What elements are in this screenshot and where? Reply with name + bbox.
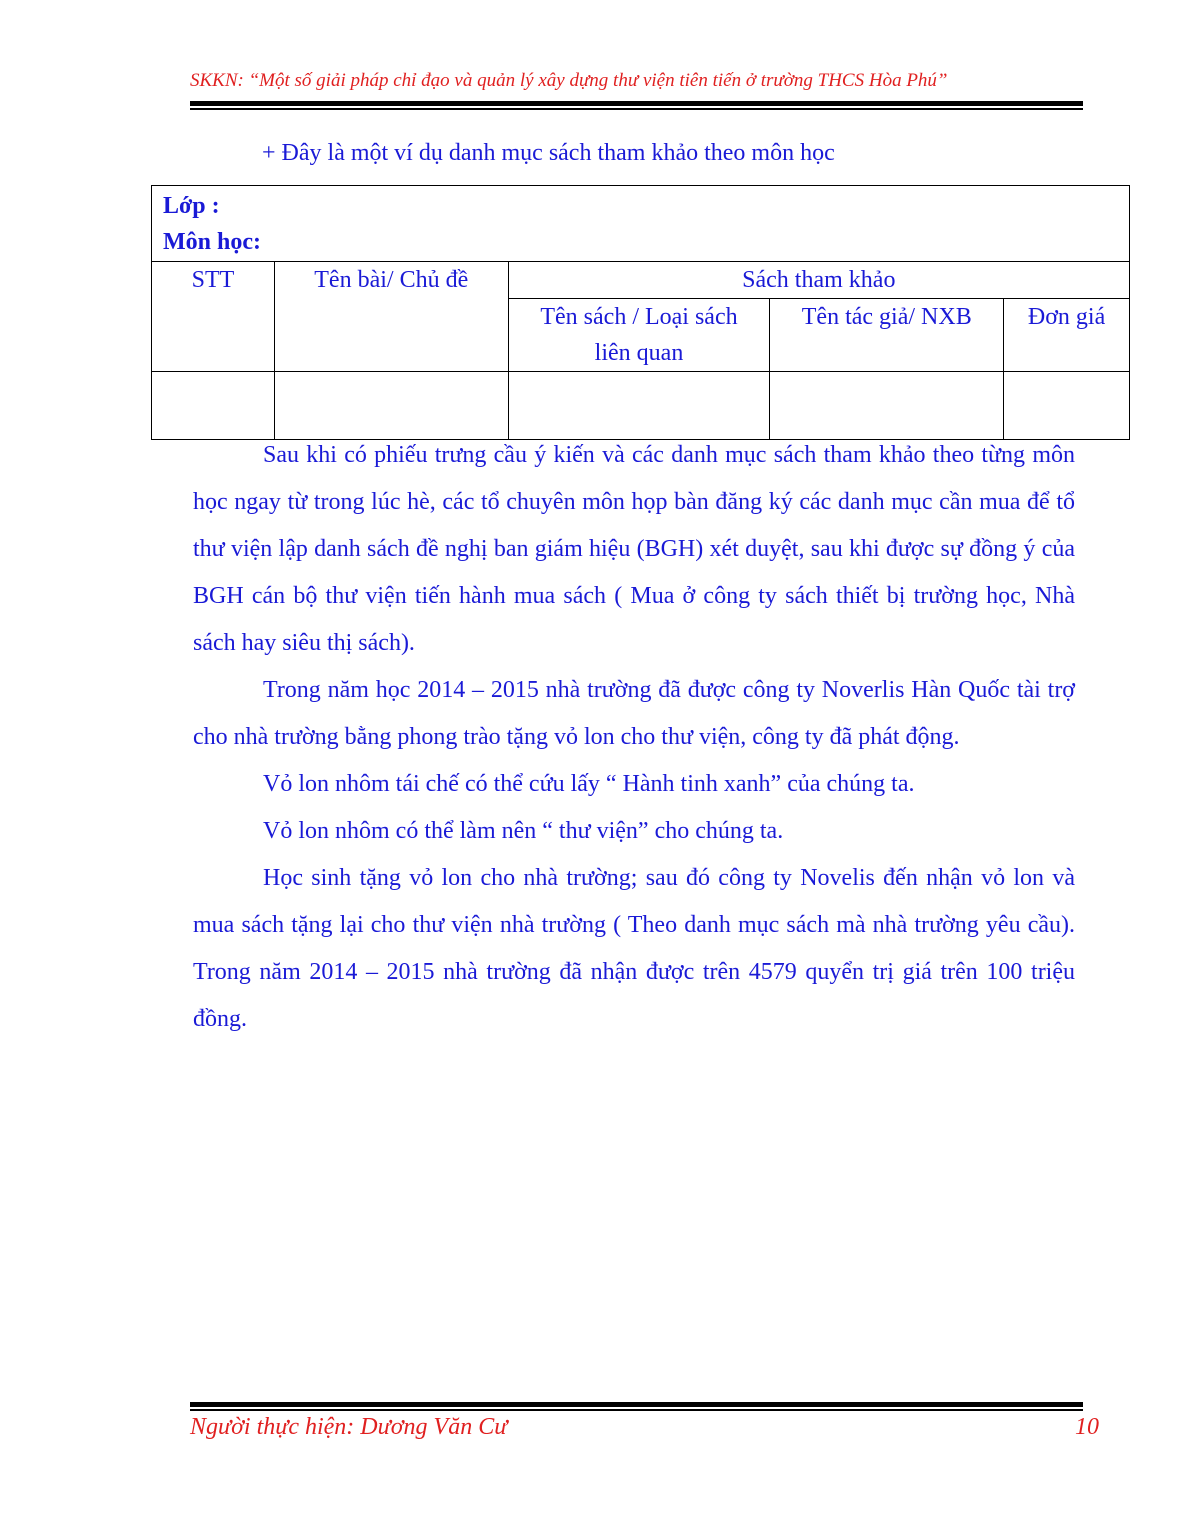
footer-rule-thick xyxy=(190,1402,1083,1407)
col-topic-header: Tên bài/ Chủ đề xyxy=(274,262,508,372)
class-label: Lớp : xyxy=(163,193,220,219)
paragraph: Vỏ lon nhôm có thể làm nên “ thư viện” cho chúng ta. xyxy=(263,818,784,844)
table-meta-row xyxy=(152,186,1130,262)
paragraph: Học sinh tặng vỏ lon cho nhà trường; sau đó công ty Novelis đến nhận vỏ lon và mua sách tặng lại cho thư viện nhà trường ( Theo danh mục sách mà nhà trường yêu cầu). Trong năm 2014 – 2015 nhà trường đã nhận được trên 4579 quyển trị giá trên 100 triệu đồng. xyxy=(193,865,1075,1032)
header-rule-thin xyxy=(190,108,1083,110)
table-header-row xyxy=(152,262,1130,299)
reference-books-table xyxy=(151,185,1130,440)
col-price-header: Đơn giá xyxy=(1004,299,1130,372)
table-cell xyxy=(508,372,770,440)
col-author-header: Tên tác giả/ NXB xyxy=(770,299,1004,372)
table-cell xyxy=(274,372,508,440)
header-rule-thick xyxy=(190,101,1083,106)
table-cell xyxy=(152,372,275,440)
table-cell xyxy=(1004,372,1130,440)
table-row xyxy=(152,372,1130,440)
table-meta-cell xyxy=(152,186,1130,262)
paragraph: Sau khi có phiếu trưng cầu ý kiến và các danh mục sách tham khảo theo từng môn học ngay từ trong lúc hè, các tổ chuyên môn họp bàn đăng ký các danh mục cần mua để tổ thư viện lập danh sách đề nghị ban giám hiệu (BGH) xét duyệt, sau khi được sự đồng ý của BGH cán bộ thư viện tiến hành mua sách ( Mua ở công ty sách thiết bị trường học, Nhà sách hay siêu thị sách). xyxy=(193,442,1075,656)
document-header-title: SKKN: “Một số giải pháp chỉ đạo và quản lý xây dựng thư viện tiên tiến ở trường THCS Hòa Phú” xyxy=(190,70,948,91)
footer-author: Người thực hiện: Dương Văn Cư xyxy=(190,1414,508,1440)
table-cell xyxy=(770,372,1004,440)
page-number: 10 xyxy=(1075,1414,1099,1440)
intro-line: + Đây là một ví dụ danh mục sách tham khảo theo môn học xyxy=(262,140,835,166)
col-book-header: Tên sách / Loại sách liên quan xyxy=(508,299,770,372)
body-text xyxy=(193,432,1075,1043)
col-reference-group-header: Sách tham khảo xyxy=(508,262,1129,299)
paragraph: Vỏ lon nhôm tái chế có thể cứu lấy “ Hành tinh xanh” của chúng ta. xyxy=(263,771,915,797)
paragraph: Trong năm học 2014 – 2015 nhà trường đã được công ty Noverlis Hàn Quốc tài trợ cho nhà trường bằng phong trào tặng vỏ lon cho thư viện, công ty đã phát động. xyxy=(193,677,1075,750)
col-stt-header: STT xyxy=(152,262,275,372)
footer-rule-thin xyxy=(190,1409,1083,1411)
subject-label: Môn học: xyxy=(163,229,261,255)
